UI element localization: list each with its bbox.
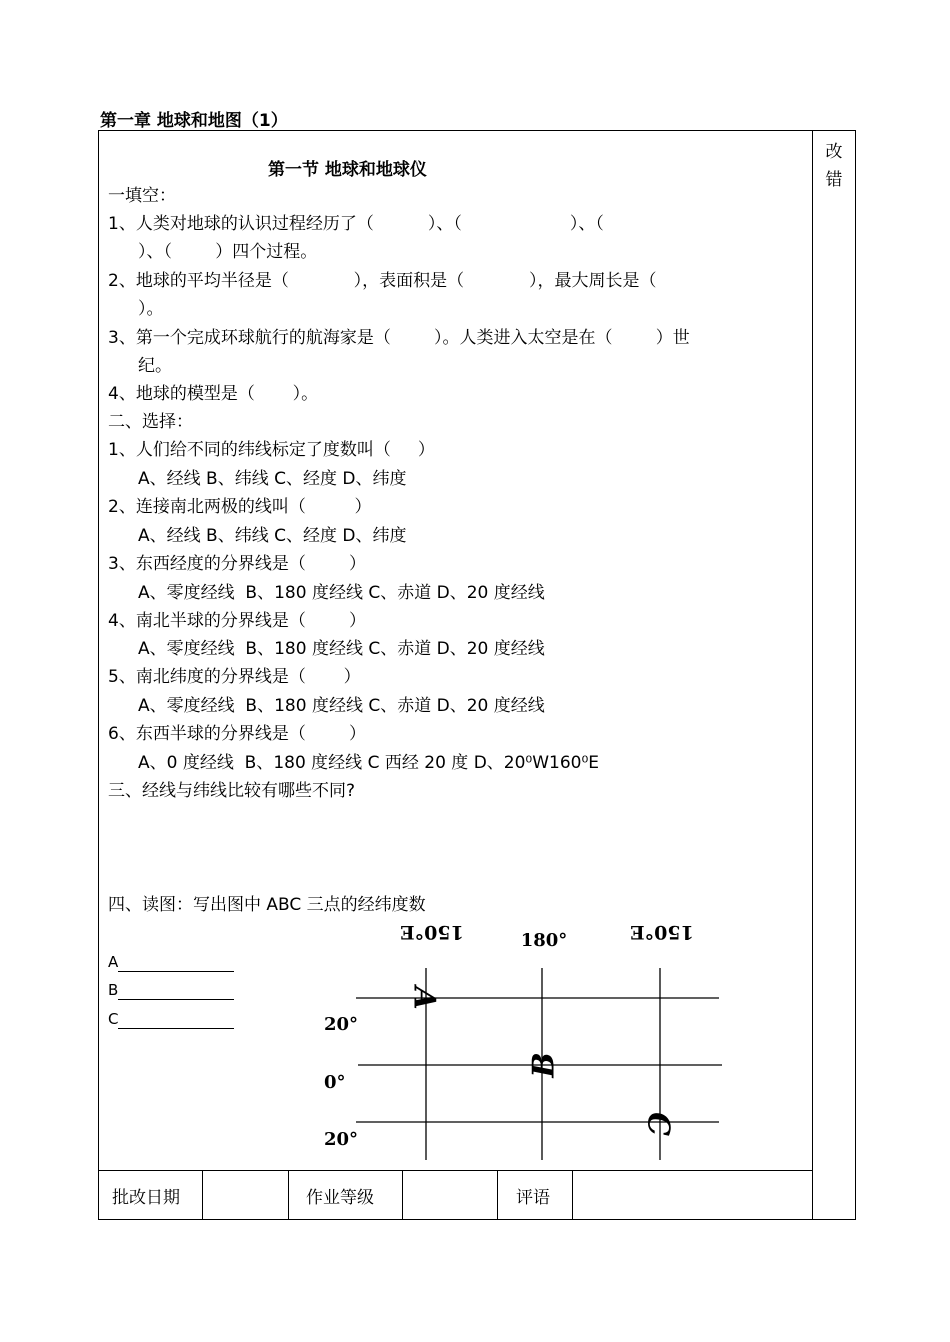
choice-q5: 5、南北纬度的分界线是（ ） — [108, 667, 361, 687]
choice-q1-options: A、经线 B、纬线 C、经度 D、纬度 — [138, 469, 407, 489]
top-label-right: 150°E — [630, 921, 694, 943]
compare-heading: 三、经线与纬线比较有哪些不同? — [108, 781, 356, 801]
answer-b: B — [108, 980, 234, 1000]
top-label-left: 150°E — [400, 921, 464, 943]
lat-label-equator: 0° — [324, 1072, 346, 1093]
homework-grade-label: 作业等级 — [306, 1187, 374, 1208]
fill-q3-cont: 纪。 — [138, 356, 172, 376]
section-title: 第一节 地球和地球仪 — [268, 160, 427, 180]
read-map-heading: 四、读图：写出图中 ABC 三点的经纬度数 — [108, 895, 426, 915]
footer-divider — [98, 1170, 813, 1171]
choice-q4-options: A、零度经线 B、180 度经线 C、赤道 D、20 度经线 — [138, 639, 545, 659]
choice-q2-options: A、经线 B、纬线 C、经度 D、纬度 — [138, 526, 407, 546]
choice-heading: 二、选择： — [108, 412, 193, 432]
fill-q2-cont: ）。 — [138, 299, 164, 319]
choice-q6-options: A、0 度经线 B、180 度经线 C 西经 20 度 D、20⁰W160⁰E — [138, 753, 600, 773]
point-c: C — [640, 1112, 676, 1136]
answer-a: A — [108, 952, 234, 972]
fill-q1-cont: ）、（ ）四个过程。 — [138, 242, 318, 262]
lat-long-grid-diagram — [300, 920, 740, 1165]
choice-q2: 2、连接南北两极的线叫（ ） — [108, 497, 372, 517]
comment-label: 评语 — [516, 1187, 550, 1208]
fill-q1: 1、人类对地球的认识过程经历了（ ）、（ ）、（ — [108, 214, 604, 234]
chapter-title: 第一章 地球和地图（1） — [100, 111, 288, 131]
fill-q3: 3、第一个完成环球航行的航海家是（ ）。人类进入太空是在（ ）世 — [108, 328, 690, 348]
point-b: B — [526, 1052, 562, 1078]
point-a: A — [406, 986, 442, 1010]
lat-label-north: 20° — [324, 1014, 359, 1035]
fill-q2: 2、地球的平均半径是（ ），表面积是（ ），最大周长是（ — [108, 271, 657, 291]
choice-q3-options: A、零度经线 B、180 度经线 C、赤道 D、20 度经线 — [138, 583, 545, 603]
answer-c: C — [108, 1009, 234, 1029]
grading-date-label: 批改日期 — [112, 1187, 180, 1208]
fill-q4: 4、地球的模型是（ ）。 — [108, 384, 319, 404]
choice-q6: 6、东西半球的分界线是（ ） — [108, 724, 367, 744]
choice-q4: 4、南北半球的分界线是（ ） — [108, 611, 367, 631]
top-label-center: 180° — [520, 930, 568, 951]
correction-label: 改 错 — [825, 142, 843, 190]
choice-q1: 1、人们给不同的纬线标定了度数叫（ ） — [108, 440, 435, 460]
choice-q3: 3、东西经度的分界线是（ ） — [108, 554, 367, 574]
lat-label-south: 20° — [324, 1129, 359, 1150]
choice-q5-options: A、零度经线 B、180 度经线 C、赤道 D、20 度经线 — [138, 696, 545, 716]
column-divider — [812, 130, 813, 1220]
fill-heading: 一填空： — [108, 186, 176, 206]
